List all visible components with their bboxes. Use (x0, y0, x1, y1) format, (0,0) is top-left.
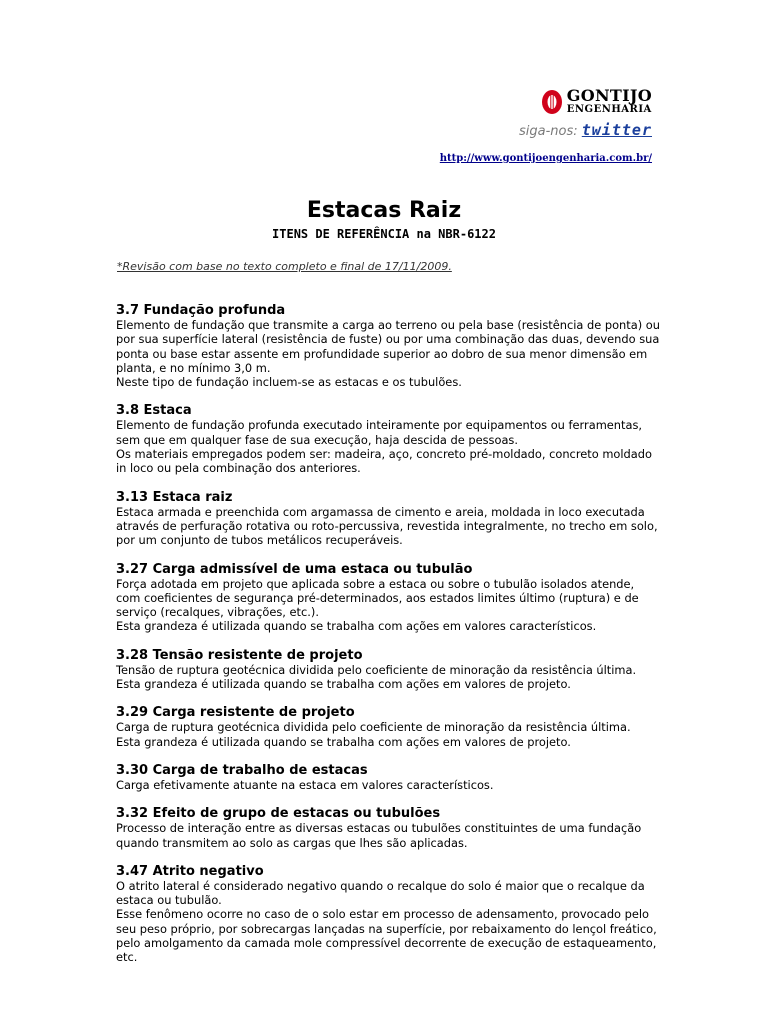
gontijo-logo-icon (541, 89, 563, 115)
section-3-27 (116, 562, 661, 634)
document-subtitle: ITENS DE REFERÊNCIA na NBR-6122 (272, 227, 496, 241)
section-heading: 3.30 Carga de trabalho de estacas (116, 762, 368, 778)
section-heading: 3.32 Efeito de grupo de estacas ou tubulões (116, 806, 441, 822)
logo-text (567, 88, 652, 115)
section-body: Estaca armada e preenchida com argamassa de cimento e areia, moldada in loco executada através de perfuração rotativa ou roto-percussiva, revestida integralmente, no trecho em solo, por um conjunto de tubos metálicos recuperáveis. (116, 504, 658, 548)
section-body: Carga de ruptura geotécnica dividida pelo coeficiente de minoração da resistência última. Esta grandeza é utilizada quando se trabalha com ações em valores de projeto. (116, 720, 631, 749)
website-link[interactable]: http://www.gontijoengenharia.com.br/ (439, 153, 652, 164)
section-body: Força adotada em projeto que aplicada sobre a estaca ou sobre o tubulão isolados atende, com coeficientes de segurança pré-determinados, aos estados limites último (ruptura) e de serviço (recalques, vibrações, etc.). Esta grandeza é utilizada quando se trabalha com ações em valores característicos. (116, 576, 639, 634)
section-3-30 (116, 763, 661, 792)
section-3-28 (116, 648, 661, 692)
header (352, 88, 652, 164)
section-body: Processo de interação entre as diversas estacas ou tubulões constituintes de uma fundação quando transmitem ao solo as cargas que lhes são aplicadas. (116, 821, 642, 850)
logo-name: GONTIJO (566, 86, 652, 105)
section-heading: 3.13 Estaca raiz (116, 489, 233, 505)
section-body: O atrito lateral é considerado negativo quando o recalque do solo é maior que o recalque da estaca ou tubulão. Esse fenômeno ocorre no caso de o solo estar em processo de adensamento, provocado pelo seu peso próprio, por sobrecargas lançadas na superfície, por rebaixamento do lençol freático, pelo amolgamento da camada mole compressível decorrente de execução de estaqueamento, etc. (116, 878, 657, 965)
section-3-47 (116, 864, 661, 965)
section-body: Carga efetivamente atuante na estaca em valores característicos. (116, 777, 494, 792)
section-heading: 3.28 Tensão resistente de projeto (116, 647, 363, 663)
section-3-8 (116, 403, 661, 475)
document-body (116, 303, 661, 979)
section-heading: 3.47 Atrito negativo (116, 863, 264, 879)
section-body: Tensão de ruptura geotécnica dividida pelo coeficiente de minoração da resistência última. Esta grandeza é utilizada quando se trabalha com ações em valores de projeto. (116, 662, 637, 692)
twitter-link[interactable]: twitter (581, 121, 652, 139)
follow-us (352, 121, 652, 139)
section-3-7 (116, 303, 661, 389)
section-heading: 3.7 Fundação profunda (116, 303, 286, 318)
company-logo[interactable] (352, 88, 652, 115)
section-body: Elemento de fundação que transmite a carga ao terreno ou pela base (resistência de ponta) ou por sua superfície lateral (resistência de fuste) ou por uma combinação das duas, devendo sua ponta ou base estar assente em profundidade superior ao dobro de sua menor dimensão em planta, e no mínimo 3,0 m. Neste tipo de fundação incluem-se as estacas e os tubulões. (116, 318, 660, 390)
section-heading: 3.8 Estaca (116, 403, 192, 419)
section-3-32 (116, 806, 661, 850)
follow-label: siga-nos: (519, 124, 578, 139)
section-3-29 (116, 705, 661, 749)
logo-subtitle: ENGENHARIA (566, 104, 652, 115)
section-heading: 3.27 Carga admissível de uma estaca ou tubulão (116, 561, 473, 577)
revision-note: *Revisão com base no texto completo e final de 17/11/2009. (117, 260, 452, 273)
section-3-13 (116, 490, 661, 548)
document-title: Estacas Raiz (306, 198, 462, 223)
section-heading: 3.29 Carga resistente de projeto (116, 705, 355, 721)
section-body: Elemento de fundação profunda executado inteiramente por equipamentos ou ferramentas, sem que em qualquer fase de sua execução, haja descida de pessoas. Os materiais empregados podem ser: madeira, aço, concreto pré-moldado, concreto moldado in loco ou pela combinação dos anteriores. (116, 418, 652, 476)
